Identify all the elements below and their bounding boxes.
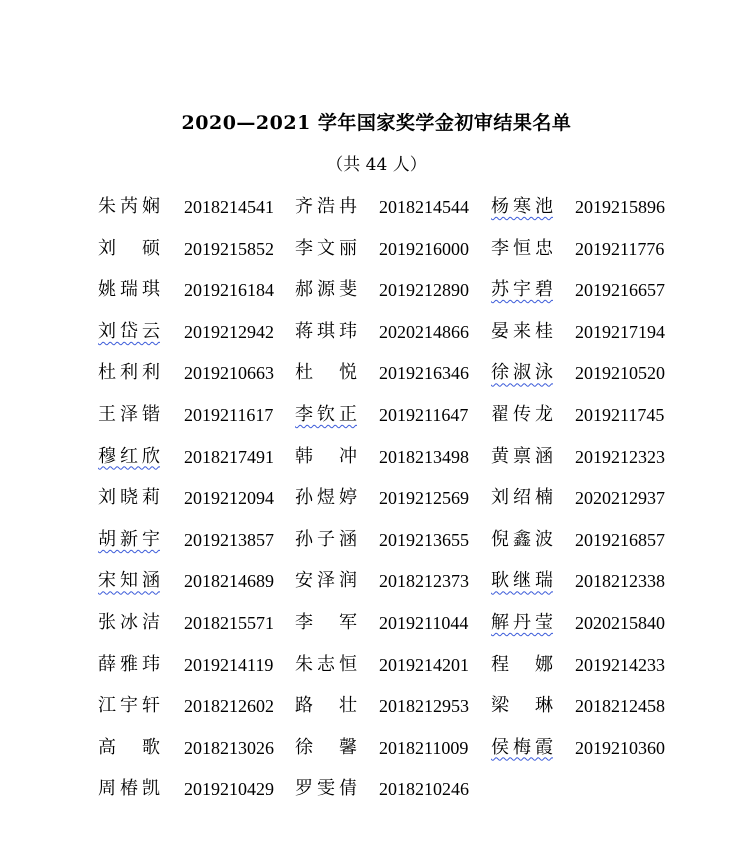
student-id: 2019212890 [379,280,469,301]
student-name: 刘晓莉 [98,487,160,509]
student-id: 2019215852 [184,238,274,259]
student-name: 徐淑泳 [491,362,553,384]
student-name: 徐 馨 [295,736,357,758]
student-name: 刘绍楠 [491,487,553,509]
roster-row [98,772,698,814]
roster-row [98,523,698,565]
student-name: 江宇轩 [98,695,160,717]
student-id: 2019211647 [379,404,469,425]
student-id: 2018211009 [379,737,469,758]
student-id: 2018213498 [379,446,469,467]
roster-row [98,273,698,315]
student-id: 2018217491 [184,446,274,467]
student-name: 薛雅玮 [98,653,160,675]
roster-row [98,440,698,482]
student-name: 韩 冲 [295,445,357,467]
document-subtitle: （共 44 人） [326,155,427,175]
student-name: 李钦正 [295,403,357,425]
roster-row [98,190,698,232]
student-id: 2019210520 [575,363,665,384]
student-name: 孙煜婷 [295,487,357,509]
roster-row [98,648,698,690]
student-id: 2020214866 [379,321,469,342]
student-name: 解丹莹 [491,611,553,633]
student-id: 2019216657 [575,280,665,301]
student-id: 2019216346 [379,363,469,384]
student-id: 2019211617 [184,404,274,425]
student-id: 2019217194 [575,321,665,342]
student-name: 杜 悦 [295,362,357,384]
student-name: 倪鑫波 [491,528,553,550]
student-name: 李 军 [295,611,357,633]
student-id: 2019211745 [575,404,665,425]
student-name: 侯梅霞 [491,736,553,758]
award-roster [98,190,698,814]
student-id: 2019212569 [379,488,469,509]
student-name: 苏宇碧 [491,279,553,301]
roster-row [98,606,698,648]
student-name: 罗雯倩 [295,778,357,800]
roster-row [98,398,698,440]
student-id: 2019214201 [379,654,469,675]
student-id: 2019210429 [184,779,274,800]
student-name: 路 壮 [295,695,357,717]
student-name: 程 娜 [491,653,553,675]
student-id: 2018212338 [575,571,665,592]
student-id: 2019216857 [575,529,665,550]
student-name: 张冰洁 [98,611,160,633]
roster-row [98,689,698,731]
student-name: 穆红欣 [98,445,160,467]
student-name: 高 歌 [98,736,160,758]
student-name: 朱志恒 [295,653,357,675]
student-id: 2018212373 [379,571,469,592]
student-id: 2019212323 [575,446,665,467]
student-id: 2018212602 [184,696,274,717]
student-name: 杨寒池 [491,196,553,217]
student-name: 宋知涵 [98,570,160,592]
student-name: 李恒忠 [491,237,553,259]
student-id: 2019213857 [184,529,274,550]
student-id: 2019212942 [184,321,274,342]
student-id: 2019214233 [575,654,665,675]
student-name: 齐浩冉 [295,196,357,217]
student-name: 李文丽 [295,237,357,259]
student-id: 2018215571 [184,612,274,633]
student-id: 2019216184 [184,280,274,301]
student-id: 2018214544 [379,197,469,217]
student-name: 胡新宇 [98,528,160,550]
student-name: 翟传龙 [491,403,553,425]
student-id: 2019210360 [575,737,665,758]
student-name: 梁 琳 [491,695,553,717]
roster-row [98,232,698,274]
student-name: 郝源斐 [295,279,357,301]
student-name: 周椿凯 [98,778,160,800]
student-id: 2018212953 [379,696,469,717]
student-id: 2019211776 [575,238,665,259]
roster-row [98,481,698,523]
student-name: 姚瑞琪 [98,279,160,301]
student-id: 2019216000 [379,238,469,259]
document-title: 2020—2021 学年国家奖学金初审结果名单 [181,112,572,134]
student-name: 晏来桂 [491,320,553,342]
student-name: 黄禀涵 [491,445,553,467]
student-name: 朱芮娴 [98,196,160,217]
roster-row [98,315,698,357]
student-id: 2019210663 [184,363,274,384]
roster-row [98,564,698,606]
student-id: 2018214689 [184,571,274,592]
student-id: 2019213655 [379,529,469,550]
student-id: 2018210246 [379,779,469,800]
student-id: 2019212094 [184,488,274,509]
student-id: 2019215896 [575,197,665,217]
student-name: 蒋琪玮 [295,320,357,342]
student-name: 耿继瑞 [491,570,553,592]
student-id: 2018212458 [575,696,665,717]
student-name: 孙子涵 [295,528,357,550]
student-name: 刘岱云 [98,320,160,342]
student-id: 2019211044 [379,612,469,633]
student-name: 刘 硕 [98,237,160,259]
student-id: 2020212937 [575,488,665,509]
student-id: 2018214541 [184,197,274,217]
student-id: 2018213026 [184,737,274,758]
student-name: 杜利利 [98,362,160,384]
student-name: 王泽锴 [98,403,160,425]
student-id: 2020215840 [575,612,665,633]
student-name: 安泽润 [295,570,357,592]
student-id: 2019214119 [184,654,274,675]
roster-row [98,356,698,398]
roster-row [98,731,698,773]
